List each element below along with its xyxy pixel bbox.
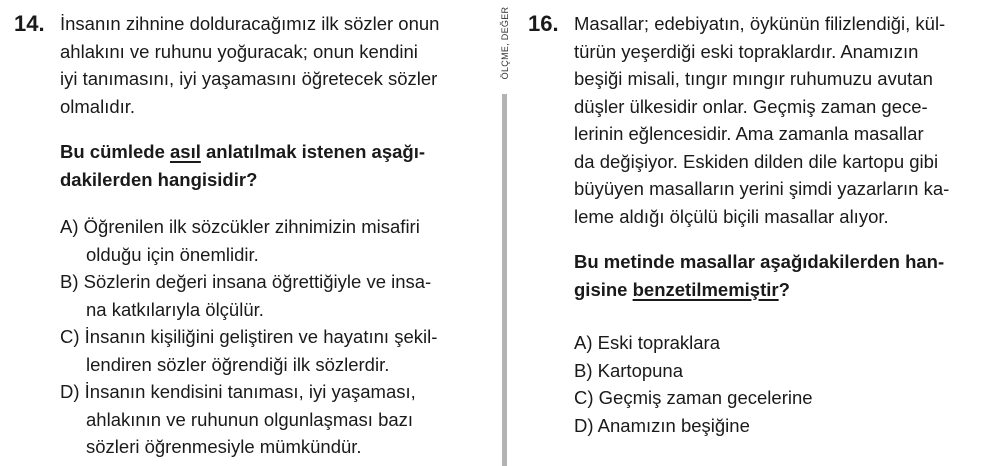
option-text: sözleri öğrenmesiyle mümkündür.: [86, 436, 362, 457]
stem-line: leme aldığı ölçülü biçili masallar alıyor.: [574, 205, 889, 227]
option-b[interactable]: [574, 357, 1004, 385]
stem-line: düşler ülkesidir onlar. Geçmiş zaman gece-: [574, 95, 928, 117]
question-stem: [574, 10, 1004, 230]
option-text: lendiren sözler öğrendiği ilk sözlerdir.: [86, 353, 390, 375]
answer-options: [574, 329, 1004, 439]
option-b[interactable]: [60, 268, 492, 323]
question-prompt: [60, 138, 492, 193]
option-a[interactable]: [574, 329, 1004, 357]
option-label: C): [60, 326, 80, 347]
option-label: B): [60, 271, 79, 292]
option-text: Anamızın beşiğine: [597, 414, 750, 436]
question-16: [528, 10, 1004, 439]
option-text: Eski topraklara: [597, 332, 720, 353]
question-prompt: [574, 248, 1004, 303]
option-d[interactable]: [574, 412, 1004, 440]
prompt-text: ?: [778, 278, 790, 300]
stem-line: büyüyen masalların yerini şimdi yazarların ka-: [574, 178, 950, 199]
option-text: İnsanın kendisini tanıması, iyi yaşaması,: [84, 381, 416, 402]
stem-line: türün yeşerdiği eski topraklardır. Anamızın: [574, 40, 919, 62]
stem-line: da değişiyor. Eskiden dilden dile kartopu gibi: [574, 150, 939, 172]
question-number: 16.: [528, 11, 559, 36]
option-label: A): [574, 332, 593, 353]
prompt-text: gisine: [574, 278, 633, 300]
prompt-text: dakilerden hangisidir?: [60, 168, 258, 190]
question-14: [14, 10, 492, 461]
prompt-text: Bu metinde masallar aşağıdakilerden han-: [574, 251, 945, 272]
option-c[interactable]: [574, 384, 1004, 412]
option-text: Sözlerin değeri insana öğrettiğiyle ve insa-: [83, 271, 432, 292]
question-stem: [60, 10, 492, 120]
prompt-text: Bu cümlede: [60, 141, 170, 162]
prompt-text: anlatılmak istenen aşağı-: [200, 141, 426, 162]
question-number: 14.: [14, 11, 45, 36]
option-c[interactable]: [60, 323, 492, 378]
option-label: D): [60, 381, 80, 402]
option-label: C): [574, 387, 594, 408]
option-text: Kartopuna: [597, 359, 684, 381]
option-d[interactable]: [60, 378, 492, 461]
option-label: B): [574, 359, 593, 381]
question-body: [60, 10, 492, 461]
stem-line: iyi tanımasını, iyi yaşamasını öğretecek sözler: [60, 68, 438, 89]
question-body: [574, 10, 1004, 439]
stem-line: Masallar; edebiyatın, öykünün filizlendiği, kül-: [574, 13, 946, 34]
option-text: İnsanın kişiliğini geliştiren ve hayatını şekil-: [84, 326, 438, 347]
stem-line: olmalıdır.: [60, 95, 136, 117]
option-label: D): [574, 414, 594, 436]
prompt-underlined-word: asıl: [170, 141, 201, 162]
prompt-underlined-word: benzetilmemiştir: [632, 278, 779, 300]
option-text: olduğu için önemlidir.: [86, 243, 259, 265]
option-text: ahlakının ve ruhunun olgunlaşması bazı: [86, 408, 414, 430]
side-label-text: ÖLÇME, DEĞER: [500, 6, 510, 80]
column-divider: [502, 94, 507, 466]
option-a[interactable]: [60, 213, 492, 268]
option-label: A): [60, 216, 79, 237]
stem-line: lerinin eğlencesidir. Ama zamanla masallar: [574, 123, 924, 144]
stem-line: beşiği misali, tıngır mıngır ruhumuzu avutan: [574, 68, 933, 89]
stem-line: İnsanın zihnine dolduracağımız ilk sözler onun: [60, 13, 440, 34]
option-text: Geçmiş zaman gecelerine: [598, 387, 813, 408]
answer-options: [60, 213, 492, 461]
stem-line: ahlakını ve ruhunu yoğuracak; onun kendini: [60, 40, 418, 62]
option-text: na katkılarıyla ölçülür.: [86, 298, 264, 320]
option-text: Öğrenilen ilk sözcükler zihnimizin misafiri: [83, 216, 420, 237]
side-label: [498, 4, 512, 82]
